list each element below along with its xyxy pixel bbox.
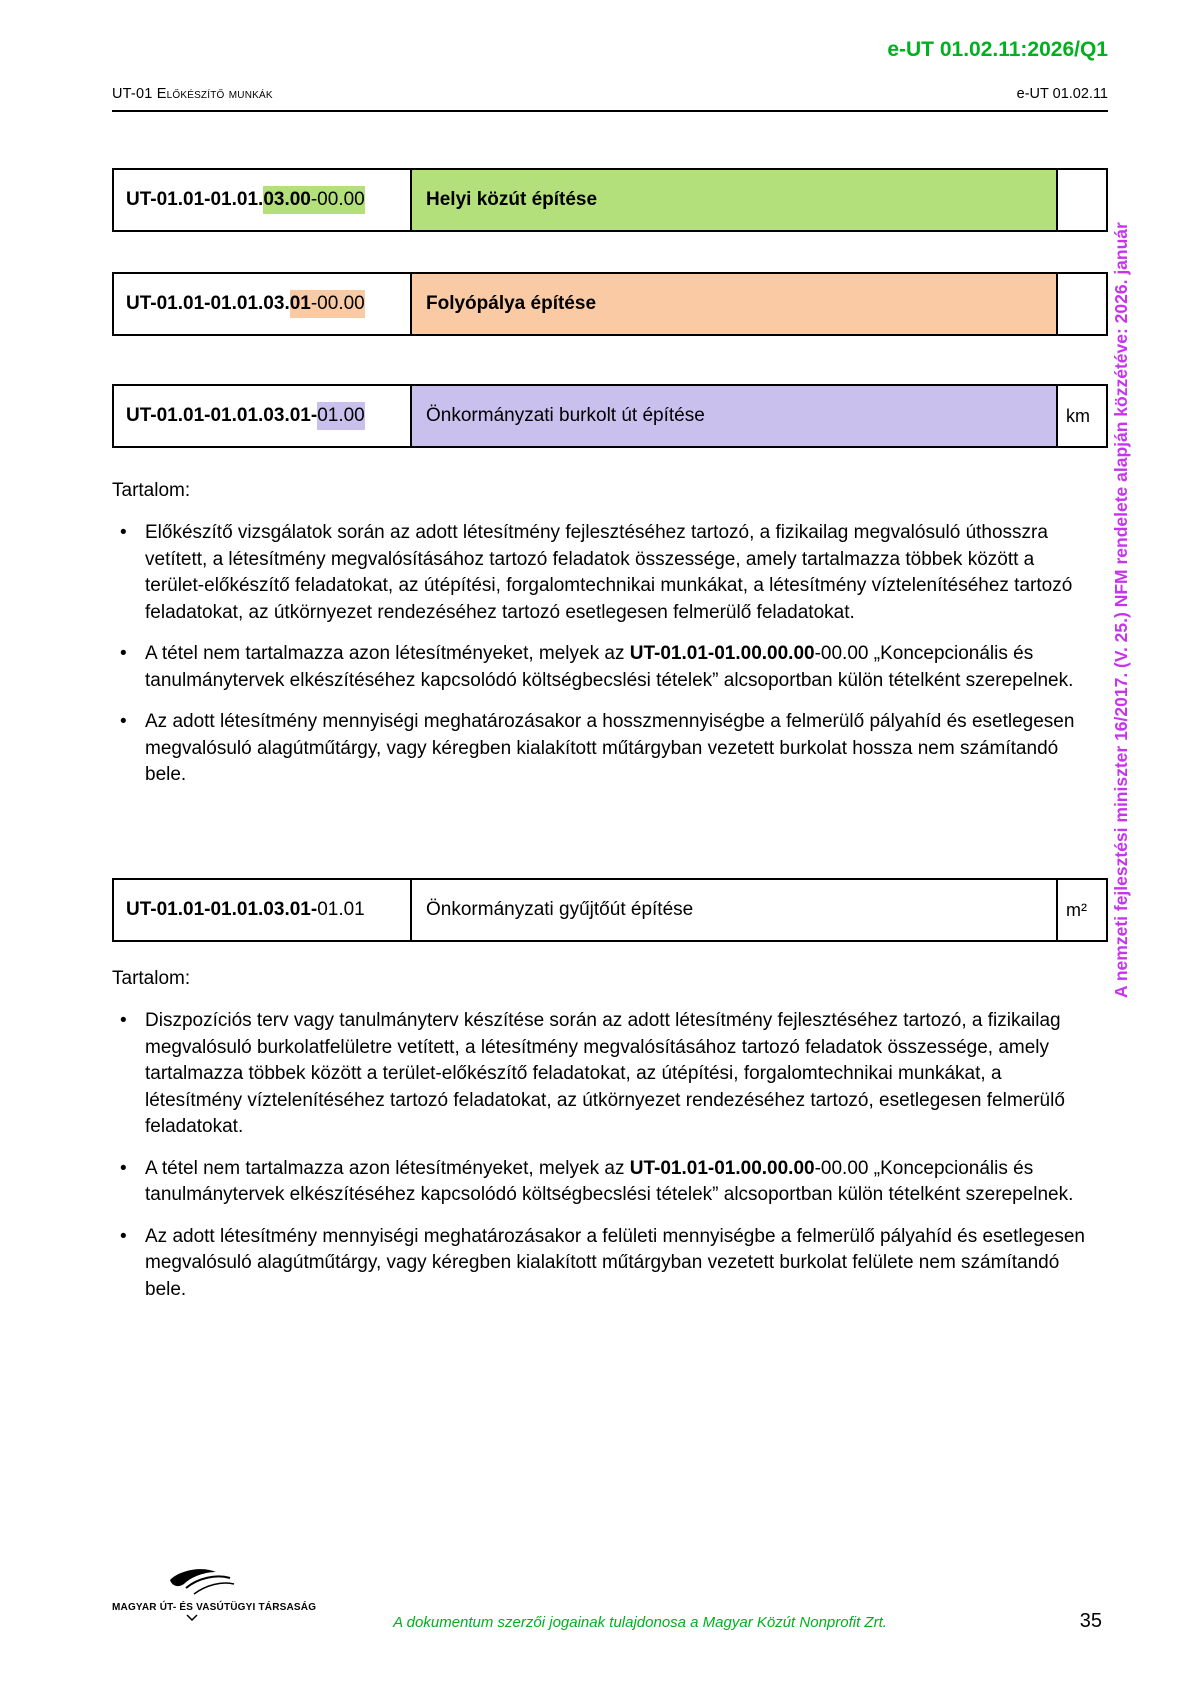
bullet-item: • Az adott létesítmény mennyiségi meghatározásakor a felületi mennyiségbe a felmerülő pályahíd és esetlegesen megvalósuló alagútműtárgy, vagy kéregben kialakított műtárgyban vezetett burkolat felülete nem számítandó bele. bbox=[112, 1224, 1087, 1304]
running-header-left: UT-01 Előkészítő munkák bbox=[112, 86, 273, 102]
society-logo bbox=[112, 1568, 317, 1621]
bullet-item: • Az adott létesítmény mennyiségi meghatározásakor a hosszmennyiségbe a felmerülő pályahíd és esetlegesen megvalósuló alagútműtárgy, vagy kéregben kialakított műtárgyban vezetett burkolat hossza nem számítandó bele. bbox=[112, 709, 1087, 789]
running-header-right: e-UT 01.02.11 bbox=[1016, 86, 1108, 102]
section-title: Tartalom: bbox=[112, 480, 191, 501]
copyright-notice: A dokumentum szerzői jogainak tulajdonosa a Magyar Közút Nonprofit Zrt. bbox=[393, 1614, 887, 1631]
page-number: 35 bbox=[1079, 1610, 1102, 1632]
item-row-onkormanyzati-burkolt-ut bbox=[112, 384, 1108, 448]
item-description: Önkormányzati gyűjtőút építése bbox=[410, 880, 1056, 940]
code-prefix: UT-01.01-01.01. bbox=[126, 189, 264, 210]
society-logo-mark bbox=[132, 1568, 252, 1602]
bullet-item: • Előkészítő vizsgálatok során az adott létesítmény fejlesztéséhez tartozó, a fizikailag megvalósuló úthosszra vetített, a létesítmény megvalósításához tartozó feladatok összessége, amely tartalmazza többek között a terület-előkészítő feladatokat, az útépítési, forgalomtechnikai munkákat, a létesítmény víztelenítéséhez tartozó feladatokat, az útkörnyezet rendezéséhez tartozó esetlegesen felmerülő feladatokat. bbox=[112, 520, 1087, 626]
code-highlight-rest: -00.00 bbox=[311, 290, 365, 318]
item-description: Önkormányzati burkolt út építése bbox=[410, 386, 1056, 446]
code-prefix: UT-01.01-01.01.03.01- bbox=[126, 899, 318, 920]
item-row-onkormanyzati-gyujtout bbox=[112, 878, 1108, 942]
society-logo-text: MAGYAR ÚT- ÉS VASÚTÜGYI TÁRSASÁG bbox=[112, 1602, 317, 1613]
item-row-folyopalya bbox=[112, 272, 1108, 336]
code-highlight-rest: -00.00 bbox=[311, 186, 365, 214]
item-unit bbox=[1056, 170, 1106, 230]
bullet-item: • Diszpozíciós terv vagy tanulmányterv készítése során az adott létesítmény fejlesztéséhez tartozó, a fizikailag megvalósuló burkolatfelületre vetített, a létesítmény megvalósításához tartozó feladatok összessége, amely tartalmazza többek között a terület-előkészítő feladatokat, az útépítési, forgalomtechnikai munkákat, a létesítmény víztelenítéséhez tartozó feladatokat, az útkörnyezet rendezéséhez tartozó, esetlegesen felmerülő feladatokat. bbox=[112, 1008, 1087, 1141]
code-rest: 01.01 bbox=[317, 899, 365, 920]
tartalom-section-1 bbox=[112, 480, 1108, 804]
code-highlight-bold: 03.00 bbox=[263, 186, 311, 214]
section-title: Tartalom: bbox=[112, 968, 191, 989]
logo-chevron-icon bbox=[186, 1614, 198, 1621]
item-description: Folyópálya építése bbox=[410, 274, 1056, 334]
item-code bbox=[114, 880, 410, 940]
bullet-list bbox=[112, 1008, 1108, 1303]
side-publication-note: A nemzeti fejlesztési miniszter 16/2017. (V. 25.) NFM rendelete alapján közzétéve: 2026. január bbox=[1111, 222, 1131, 998]
bullet-item: • A tétel nem tartalmazza azon létesítményeket, melyek az UT-01.01-01.00.00.00-00.00 „Koncepcionális és tanulmánytervek elkészítéséhez kapcsolódó költségbecslési tételek” alcsoportban külön tételként szerepelnek. bbox=[112, 641, 1087, 694]
code-prefix: UT-01.01-01.01.03.01- bbox=[126, 405, 318, 426]
item-unit: m² bbox=[1056, 880, 1106, 940]
item-unit bbox=[1056, 274, 1106, 334]
item-unit: km bbox=[1056, 386, 1106, 446]
item-code bbox=[114, 170, 410, 230]
code-highlight-bold: 01 bbox=[290, 290, 311, 318]
running-header bbox=[112, 86, 1108, 112]
bullet-list bbox=[112, 520, 1108, 789]
tartalom-section-2 bbox=[112, 968, 1108, 1318]
code-prefix: UT-01.01-01.01.03. bbox=[126, 293, 290, 314]
doc-version-header: e-UT 01.02.11:2026/Q1 bbox=[887, 38, 1108, 61]
item-code bbox=[114, 386, 410, 446]
item-row-helyi-kozut bbox=[112, 168, 1108, 232]
item-code bbox=[114, 274, 410, 334]
code-highlight-rest: 01.00 bbox=[317, 402, 365, 430]
page-footer bbox=[112, 1568, 1108, 1648]
item-description: Helyi közút építése bbox=[410, 170, 1056, 230]
bullet-item: • A tétel nem tartalmazza azon létesítményeket, melyek az UT-01.01-01.00.00.00-00.00 „Koncepcionális és tanulmánytervek elkészítéséhez kapcsolódó költségbecslési tételek” alcsoportban külön tételként szerepelnek. bbox=[112, 1156, 1087, 1209]
